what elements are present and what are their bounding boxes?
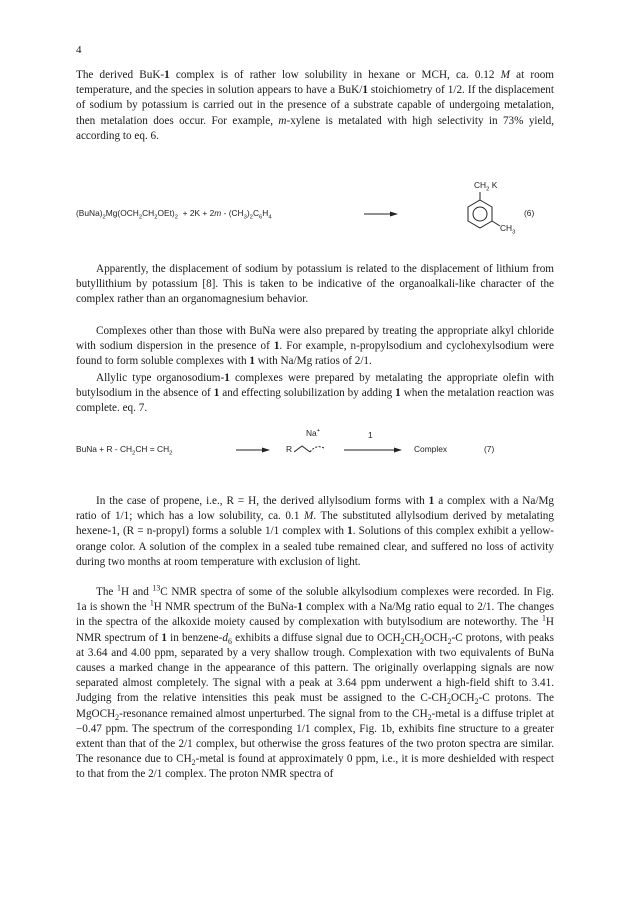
allyl-chain-icon [294, 442, 328, 456]
reaction-arrow-icon [344, 446, 402, 454]
paragraph-6: The $^1$H and $^{13}$C NMR spectra of some of the soluble alkylsodium complexes were recorded. In Fig. 1a is shown the $^1$H NMR spectrum of the BuNa-1 complex with a Na/Mg ratio equal to 2/1. The changes in the spectra of the alkoxide moiety caused by complexation with butylsodium are noteworthy. The $^1$H NMR spectrum of 1 in benzene-$d_6$ exhibits a diffuse signal due to $OCH_2CH_2OCH_2-C$ protons, with peaks at 3.64 and 4.00 ppm, separated by a very shallow trough. Complexation with two equivalents of BuNa causes a marked change in the appearance of this pattern. The originally overlapping signals are now separated almost completely. The signal with a peak at 3.64 ppm underwent a high-field shift to 3.41. Judging from the relative intensities this peak must be assigned to the $C-CH_2OCH_2-C$ protons. The MgOCH$_2$-resonance remained almost unperturbed. The signal from to the $CH_2$-metal is a diffuse triplet at −0.47 ppm. The spectrum of the corresponding 1/1 complex, Fig. 1b, exhibits fine structure to a greater extent than that of the 2/1 complex, but otherwise the gross features of the two proton spectra are similar. The resonance due to $CH_2$-metal is found at approximately 0 ppm, i.e., it is more deshielded with respect to that from the 2/1 complex. The proton NMR spectra of [76, 583, 555, 781]
paragraph-4: Allylic type organosodium-1 complexes were prepared by metalating the appropriate olefin with butylsodium in the absence of 1 and effecting solubilization by adding 1 when the metalation reaction was complete. eq. 7. [76, 372, 554, 415]
page-number: 4 [76, 44, 82, 56]
eq7-allyl-r: R [286, 444, 293, 454]
eq6-reactants: $(BuNa)_2Mg(OCH_2CH_2OEt)_2 + 2K + 2m - (CH_3)_2C_6H_4$ [76, 208, 272, 221]
paragraph-2: Apparently, the displacement of sodium by potassium is related to the displacement of lithium from butyllithium by potassium [8]. This is taken to be indicative of the organoalkali-like character of the complex rather than an organomagnesium behavior. [76, 263, 554, 306]
eq7-reactants: BuNa + $R - CH_2CH = CH_2$ [76, 444, 173, 457]
eq7-sodium-cation: Na+ [306, 428, 321, 438]
eq7-product: Complex [414, 444, 448, 454]
eq7-over-arrow-label: 1 [368, 430, 373, 440]
equation-7 [76, 426, 554, 470]
reaction-arrow-icon [364, 210, 398, 218]
equation-6 [76, 180, 554, 250]
paragraph-1: The derived BuK-1 complex is of rather low solubility in hexane or MCH, ca. 0.12 M at room temperature, and the species in solution appears to have a BuK/1 stoichiometry of 1/2. If the displacement of sodium by potassium is carried out in the presence of a substrate capable of undergoing metalation, then metalation does occur. For example, m-xylene is metalated with high selectivity in 73% yield, according to eq. 6. [76, 69, 554, 142]
eq6-product-top-label: $CH_2$ K [474, 180, 498, 193]
reaction-arrow-icon [236, 446, 270, 454]
paragraph-3: Complexes other than those with BuNa were also prepared by treating the appropriate alkyl chloride with sodium dispersion in the presence of 1. For example, n-propylsodium and cyclohexylsodium were found to form soluble complexes with 1 with Na/Mg ratios of 2/1. [76, 325, 554, 368]
equation-7-number: (7) [484, 444, 495, 454]
paragraph-5: In the case of propene, i.e., R = H, the derived allylsodium forms with 1 a complex with a Na/Mg ratio of 1/1; which has a low solubility, ca. 0.1 M. The substituted allylsodium derived by metalating hexene-1, (R = n-propyl) forms a soluble 1/1 complex with 1. Solutions of this complex exhibit a yellow-orange color. A solution of the complex in a sealed tube remained clear, and suffered no loss of activity during two months at room temperature with exclusion of light. [76, 495, 554, 568]
equation-6-number: (6) [524, 208, 535, 218]
eq6-product-bottom-label: $CH_3$ [500, 223, 516, 236]
